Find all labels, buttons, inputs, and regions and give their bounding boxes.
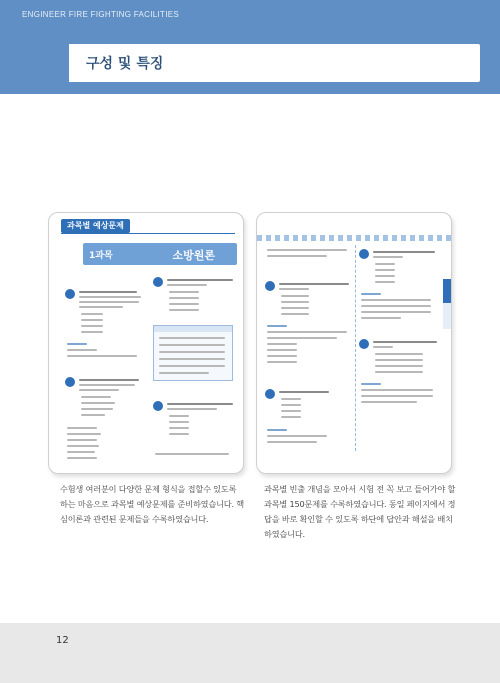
question-number-badge	[359, 249, 369, 259]
choice-line	[375, 263, 395, 265]
text-line	[267, 435, 327, 437]
table-row	[159, 344, 225, 346]
sample-spread	[48, 212, 452, 474]
choice-line	[281, 404, 301, 406]
text-line	[373, 256, 403, 258]
chapter-header	[0, 0, 500, 94]
banner-rule	[61, 233, 235, 234]
choice-line	[375, 269, 395, 271]
text-line	[267, 255, 327, 257]
choice-line	[281, 398, 301, 400]
choice-line	[169, 427, 189, 429]
column-divider	[355, 245, 356, 451]
choice-line	[169, 303, 199, 305]
choice-line	[81, 325, 103, 327]
subject-name: 소방원론	[172, 249, 215, 262]
chapter-side-tab-light	[443, 303, 451, 329]
choice-line	[169, 421, 189, 423]
text-line	[267, 349, 297, 351]
question-number-badge	[65, 289, 75, 299]
answer-line	[361, 383, 381, 385]
text-line	[267, 343, 297, 345]
text-line	[67, 445, 99, 447]
table-row	[159, 372, 209, 374]
chapter-side-tab	[443, 279, 451, 303]
choice-line	[375, 365, 423, 367]
question-number-badge	[153, 277, 163, 287]
text-line	[79, 291, 137, 293]
choice-line	[169, 297, 199, 299]
answer-line	[267, 325, 287, 327]
choice-line	[281, 301, 309, 303]
choice-line	[81, 331, 103, 333]
text-line	[267, 441, 317, 443]
choice-line	[169, 433, 189, 435]
text-line	[167, 284, 207, 286]
choice-line	[169, 291, 199, 293]
text-line	[67, 457, 97, 459]
text-line	[279, 288, 309, 290]
text-line	[67, 439, 97, 441]
choice-line	[375, 281, 395, 283]
choice-line	[375, 275, 395, 277]
choice-line	[281, 295, 309, 297]
text-line	[67, 451, 95, 453]
text-line	[373, 251, 435, 253]
choice-line	[281, 313, 309, 315]
text-line	[361, 305, 431, 307]
text-line	[361, 389, 433, 391]
text-line	[279, 391, 329, 393]
text-line	[167, 408, 217, 410]
text-line	[79, 306, 123, 308]
text-line	[361, 401, 417, 403]
question-number-badge	[359, 339, 369, 349]
text-line	[267, 361, 297, 363]
choice-line	[169, 415, 189, 417]
choice-line	[81, 408, 113, 410]
text-line	[267, 249, 347, 251]
choice-line	[281, 416, 301, 418]
choice-line	[81, 402, 115, 404]
section-banner: 과목별 예상문제	[61, 219, 130, 233]
question-number-badge	[65, 377, 75, 387]
table-row	[159, 358, 225, 360]
choice-line	[375, 353, 423, 355]
text-line	[267, 355, 297, 357]
text-line	[79, 389, 119, 391]
text-line	[373, 341, 437, 343]
title-box	[66, 44, 480, 82]
text-line	[79, 301, 139, 303]
text-line	[361, 299, 431, 301]
choice-line	[81, 313, 103, 315]
sample-page-right	[256, 212, 452, 474]
page-number: 12	[56, 635, 69, 646]
page-title: 구성 및 특징	[86, 56, 164, 72]
table-row	[159, 351, 225, 353]
text-line	[361, 317, 401, 319]
table-row	[159, 337, 225, 339]
table-header	[154, 326, 232, 332]
text-line	[79, 379, 139, 381]
subject-hero	[83, 243, 237, 265]
choice-line	[375, 371, 423, 373]
choice-line	[81, 319, 103, 321]
choice-line	[81, 396, 111, 398]
text-line	[279, 283, 349, 285]
page-footer	[0, 623, 500, 683]
choice-line	[281, 307, 309, 309]
choice-line	[375, 359, 423, 361]
choice-line	[169, 309, 199, 311]
text-line	[67, 349, 97, 351]
table-row	[159, 365, 225, 367]
caption-right: 과목별 빈출 개념을 모아서 시험 전 꼭 보고 들어가야 할 과목별 150문제를 수록하였습니다. 동일 페이지에서 정답을 바로 확인할 수 있도록 하단에 답안과 해설을 배치하였습니다.	[264, 484, 456, 539]
subject-number: 1과목	[89, 251, 113, 261]
header-subtitle: ENGINEER FIRE FIGHTING FACILITIES	[22, 10, 180, 19]
question-number-badge	[153, 401, 163, 411]
text-line	[67, 433, 101, 435]
choice-line	[81, 414, 105, 416]
question-number-badge	[265, 281, 275, 291]
choice-line	[281, 410, 301, 412]
answer-line	[267, 429, 287, 431]
text-line	[167, 403, 233, 405]
text-line	[67, 427, 97, 429]
question-number-badge	[265, 389, 275, 399]
text-line	[155, 453, 229, 455]
text-line	[267, 331, 347, 333]
text-line	[79, 296, 141, 298]
text-line	[361, 395, 433, 397]
text-line	[267, 337, 337, 339]
text-line	[373, 346, 393, 348]
text-line	[167, 279, 233, 281]
text-line	[67, 355, 137, 357]
page-top-stripe	[257, 235, 451, 241]
answer-line	[67, 343, 87, 345]
caption-left: 수험생 여러분이 다양한 문제 형식을 접할수 있도록 하는 마음으로 과목별 예상문제를 준비하였습니다. 핵심이론과 관련된 문제들을 수록하였습니다.	[60, 484, 245, 524]
answer-line	[361, 293, 381, 295]
text-line	[79, 384, 135, 386]
sample-page-left	[48, 212, 244, 474]
text-line	[361, 311, 431, 313]
